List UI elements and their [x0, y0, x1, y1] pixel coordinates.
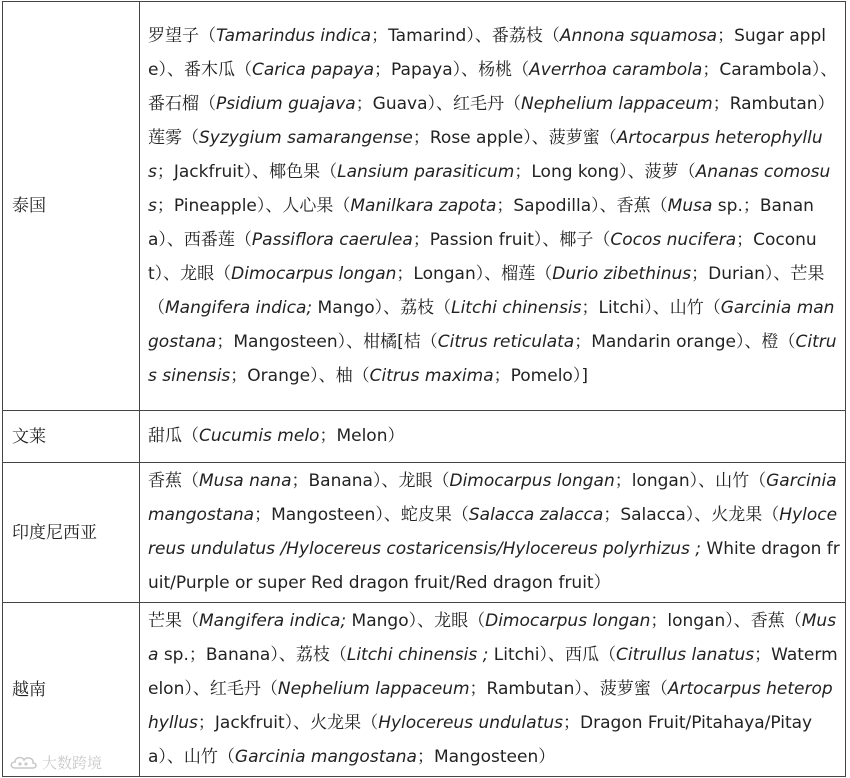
fruits-cell: [140, 463, 846, 603]
fruit-text: ；Mandarin orange）、橙（: [574, 331, 796, 352]
fruit-text: ；Passion fruit）、椰子（: [412, 229, 611, 250]
fruit-text: ；Mangosteen）、蛇皮果（: [254, 505, 469, 525]
fruit-text: Mango）、龙眼（: [346, 611, 486, 631]
fruit-text: ；Melon）: [319, 426, 405, 446]
scientific-name: Mangifera indica;: [165, 297, 313, 318]
fruit-text: ；Banana）、龙眼（: [291, 471, 450, 491]
fruit-text: ；Watermelon）、红毛丹（: [148, 645, 838, 699]
country-cell: 文莱: [3, 411, 140, 463]
scientific-name: Litchi chinensis ;: [346, 645, 489, 665]
fruit-text: ；Pineapple）、人心果（: [156, 195, 351, 216]
fruit-text: ；longan）、山竹（: [614, 471, 767, 491]
scientific-name: Citrus maxima: [369, 365, 494, 386]
table-row-thailand: [3, 2, 846, 411]
fruit-text: sp.；Banana）、西番莲（: [148, 195, 814, 250]
country-cell: 泰国: [3, 2, 140, 411]
fruits-cell: [140, 2, 846, 411]
scientific-name: Nephelium lappaceum: [277, 679, 470, 699]
scientific-name: Salacca zalacca: [468, 505, 604, 525]
fruits-cell: [140, 411, 846, 463]
scientific-name: Artocarpus heterophyllus: [148, 679, 833, 733]
fruit-text: ；Durian）、芒果（: [148, 263, 825, 318]
scientific-name: Annona squamosa: [559, 25, 718, 46]
scientific-name: Psidium guajava: [216, 93, 356, 114]
scientific-name: Cocos nucifera: [610, 229, 737, 250]
fruit-text: ；Salacca）、火龙果（: [603, 505, 780, 525]
scientific-name: Durio zibethinus: [552, 263, 692, 284]
fruit-text: ；longan）、香蕉（: [650, 611, 802, 631]
scientific-name: Artocarpus heterophyllus: [148, 127, 823, 182]
scientific-name: Musa: [667, 195, 713, 216]
scientific-name: Musa: [148, 611, 837, 665]
scientific-name: Carica papaya: [251, 59, 375, 80]
fruit-text: ；Pomelo）]: [493, 365, 588, 386]
fruit-text: ；Rose apple）、菠萝蜜（: [412, 127, 617, 148]
scientific-name: Passiflora caerulea: [251, 229, 413, 250]
scientific-name: Dimocarpus longan: [449, 471, 615, 491]
fruit-text: ；Dragon Fruit/Pitahaya/Pitaya）、山竹（: [148, 713, 813, 767]
fruit-table: [2, 1, 846, 777]
table-row-indonesia: [3, 463, 846, 603]
scientific-name: Citrus reticulata: [437, 331, 575, 352]
scientific-name: Garcinia mangostana: [148, 471, 837, 525]
fruit-text: 芒果（: [148, 611, 199, 631]
scientific-name: Nephelium lappaceum: [521, 93, 713, 114]
fruit-text: ；Rambutan）、菠萝蜜（: [469, 679, 668, 699]
scientific-name: Lansium parasiticum: [337, 161, 515, 182]
fruit-text: ；Guava）、红毛丹（: [355, 93, 522, 114]
fruit-text: ；Mangosteen）: [416, 747, 556, 767]
scientific-name: Hylocereus undulatus /Hylocereus costaricensis/Hylocereus polyrhizus ;: [148, 505, 838, 559]
table-row-brunei: [3, 411, 846, 463]
country-cell: 越南: [3, 603, 140, 777]
scientific-name: Cucumis melo: [199, 426, 320, 446]
fruit-text: ；Litchi）、山竹（: [581, 297, 721, 318]
fruit-text: 甜瓜（: [148, 426, 199, 446]
scientific-name: Averrhoa carambola: [529, 59, 703, 80]
fruits-cell: [140, 603, 846, 777]
fruit-text: ；Longan）、榴莲（: [396, 263, 553, 284]
scientific-name: Mangifera indica;: [199, 611, 347, 631]
watermark-text: 大数跨境: [42, 753, 103, 772]
fruit-text: Mango）、荔枝（: [312, 297, 452, 318]
scientific-name: Manilkara zapota: [350, 195, 497, 216]
scientific-name: Ananas comosus: [148, 161, 831, 216]
country-cell: 印度尼西亚: [3, 463, 140, 603]
fruit-text: ；Orange）、柚（: [230, 365, 370, 386]
fruit-text: ；Carambola）、番石榴（: [148, 59, 838, 114]
fruit-text: ；Coconut）、龙眼（: [148, 229, 817, 284]
fruit-text: ；Papaya）、杨桃（: [374, 59, 530, 80]
scientific-name: Syzygium samarangense: [199, 127, 413, 148]
scientific-name: Garcinia mangostana: [234, 747, 417, 767]
fruit-text: 罗望子（: [148, 25, 216, 46]
fruit-text: sp.；Banana）、荔枝（: [158, 645, 347, 665]
fruit-text: ；Jackfruit）、火龙果（: [197, 713, 379, 733]
scientific-name: Citrullus lanatus: [615, 645, 755, 665]
fruit-text: 香蕉（: [148, 471, 199, 491]
fruit-text: ；Sugar apple）、番木瓜（: [148, 25, 826, 80]
fruit-text: ；Tamarind）、番荔枝（: [371, 25, 560, 46]
scientific-name: Litchi chinensis: [451, 297, 582, 318]
scientific-name: Musa nana: [199, 471, 292, 491]
fruit-text: ；Mangosteen）、柑橘[桔（: [216, 331, 438, 352]
fruit-text: ；Rambutan）莲雾（: [148, 93, 835, 148]
fruit-text: ；Jackfruit）、椰色果（: [156, 161, 338, 182]
scientific-name: Tamarindus indica: [216, 25, 372, 46]
fruit-text: ；Sapodilla）、香蕉（: [496, 195, 668, 216]
scientific-name: Dimocarpus longan: [485, 611, 651, 631]
fruit-text: White dragon fruit/Purple or super Red dragon fruit/Red dragon fruit）: [148, 539, 840, 593]
scientific-name: Dimocarpus longan: [231, 263, 397, 284]
scientific-name: Hylocereus undulatus: [378, 713, 563, 733]
scientific-name: Garcinia mangostana: [148, 297, 835, 352]
table-row-vietnam: [3, 603, 846, 777]
fruit-text: ；Long kong）、菠萝（: [514, 161, 696, 182]
fruit-text: Litchi）、西瓜（: [488, 645, 616, 665]
scientific-name: Citrus sinensis: [148, 331, 837, 386]
